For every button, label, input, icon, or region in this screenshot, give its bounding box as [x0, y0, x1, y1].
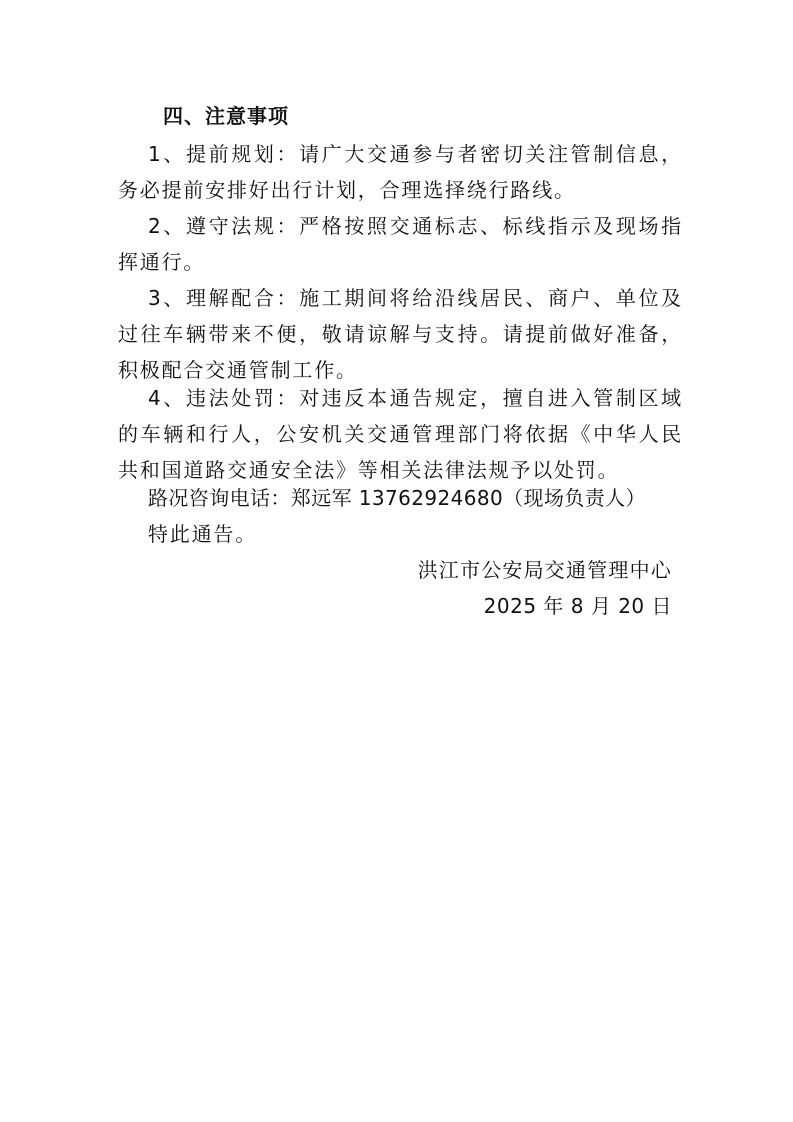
- issuer-name: 洪江市公安局交通管理中心: [417, 558, 672, 582]
- issue-date: 2025 年 8 月 20 日: [483, 594, 672, 618]
- notice-item-regulations: 2、遵守法规：严格按照交通标志、标线指示及现场指挥通行。: [118, 214, 683, 274]
- notice-item-penalty: 4、违法处罚：对违反本通告规定，擅自进入管制区域的车辆和行人，公安机关交通管理部门将依据《中华人民共和国道路交通安全法》等相关法律法规予以处罚。: [118, 386, 683, 482]
- closing-statement: 特此通告。: [148, 522, 257, 546]
- section-heading: 四、注意事项: [163, 104, 289, 128]
- notice-item-cooperation: 3、理解配合：施工期间将给沿线居民、商户、单位及过往车辆带来不便，敬请谅解与支持。请提前做好准备，积极配合交通管制工作。: [118, 286, 683, 382]
- contact-phone-line: 路况咨询电话：郑远军 13762924680（现场负责人）: [148, 486, 646, 510]
- notice-item-planning: 1、提前规划：请广大交通参与者密切关注管制信息，务必提前安排好出行计划，合理选择绕行路线。: [118, 142, 683, 202]
